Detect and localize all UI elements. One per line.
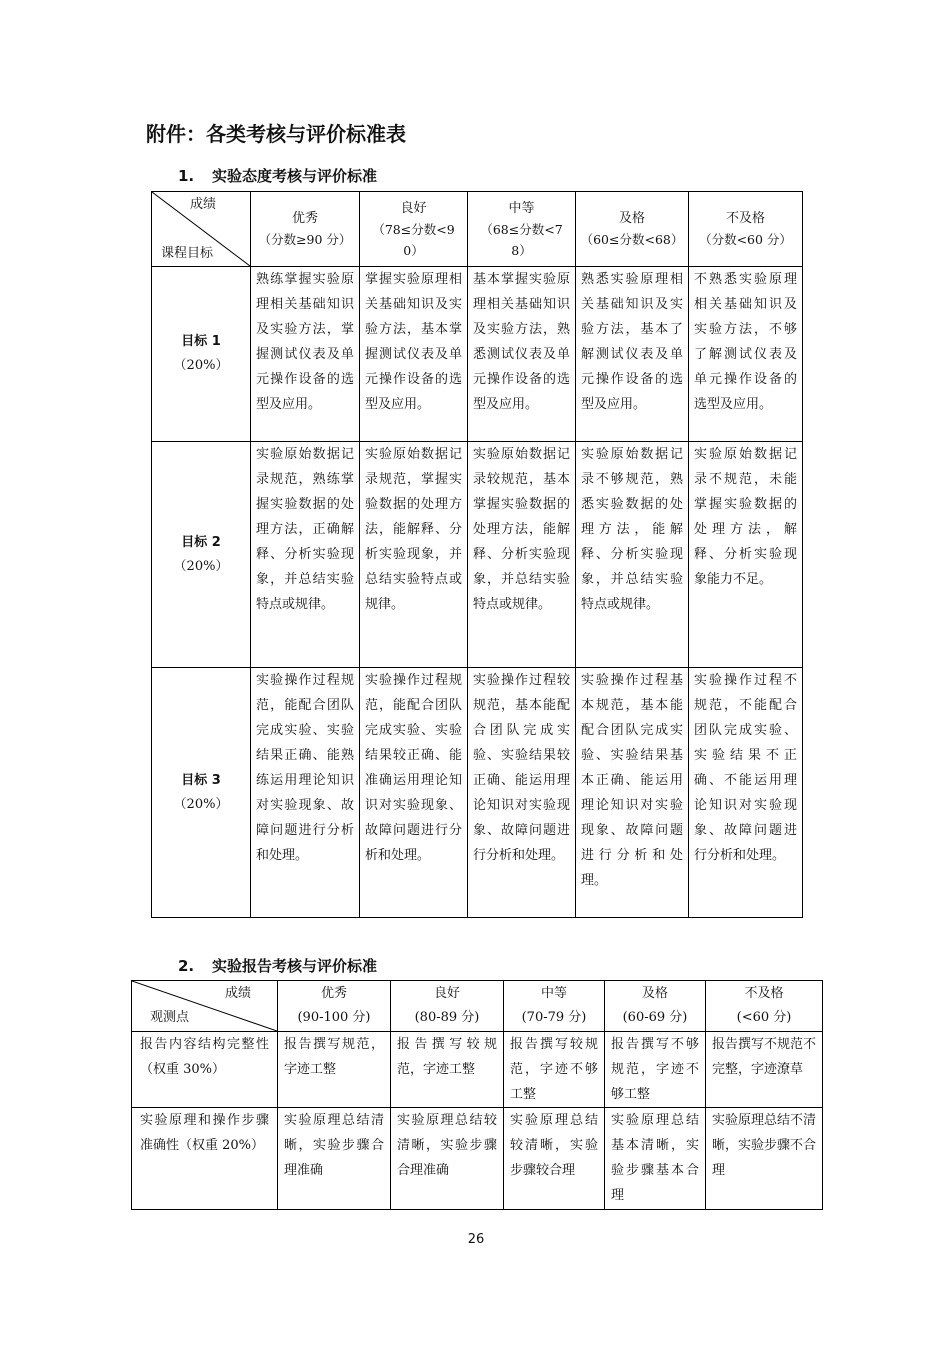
grade-range: （78≤分数<90）: [372, 221, 455, 258]
table1-row-goal2: [152, 442, 803, 668]
page-heading: 附件：各类考核与评价标准表: [146, 122, 406, 146]
table2-grade-header: [504, 981, 605, 1032]
goal-cell: [152, 442, 251, 668]
grade-name: 良好: [400, 200, 427, 216]
criteria-cell: 实验原理总结较清晰，实验步骤较合理: [504, 1108, 605, 1210]
grade-name: 中等: [540, 986, 567, 1001]
table1-corner-cell: [152, 192, 251, 267]
table2-grade-header: [605, 981, 706, 1032]
criteria-cell: 不熟悉实验原理相关基础知识及实验方法，不够了解测试仪表及单元操作设备的选型及应用。: [689, 267, 803, 442]
grade-range: （分数<60 分）: [699, 232, 792, 247]
grade-name: 优秀: [291, 211, 318, 226]
table2-grade-header: [278, 981, 391, 1032]
goal-cell: [152, 668, 251, 918]
criteria-cell: 报告撰写不够规范，字迹不够工整: [605, 1032, 706, 1108]
grade-range: (80-89 分): [414, 1010, 480, 1025]
goal-name: 目标 3: [181, 772, 221, 788]
criteria-cell: 掌握实验原理相关基础知识及实验方法，基本掌握测试仪表及单元操作设备的选型及应用。: [360, 267, 468, 442]
grade-name: 良好: [433, 986, 460, 1001]
criteria-cell: 熟练掌握实验原理相关基础知识及实验方法，掌握测试仪表及单元操作设备的选型及应用。: [251, 267, 360, 442]
table2-title: [178, 955, 377, 976]
grade-range: (<60 分): [736, 1010, 792, 1025]
criteria-cell: 实验原理总结较清晰，实验步骤合理准确: [391, 1108, 504, 1210]
table1-number: 1.: [178, 167, 195, 185]
table2-number: 2.: [178, 957, 195, 975]
criteria-cell: 熟悉实验原理相关基础知识及实验方法，基本了解测试仪表及单元操作设备的选型及应用。: [576, 267, 689, 442]
criteria-cell: 报告撰写较规范，字迹工整: [391, 1032, 504, 1108]
goal-name: 目标 2: [181, 534, 221, 550]
criteria-cell: 实验操作过程较规范，基本能配合团队完成实验、实验结果较正确、能运用理论知识对实验现象、故障问题进行分析和处理。: [468, 668, 576, 918]
table2-corner-cell: [132, 981, 278, 1032]
table1-corner-top: 成绩: [189, 197, 216, 212]
table1-corner-bottom: 课程目标: [161, 246, 214, 261]
criteria-cell: 实验操作过程规范，能配合团队完成实验、实验结果正确、能熟练运用理论知识对实验现象、故障问题进行分析和处理。: [251, 668, 360, 918]
table2-title-text: 实验报告考核与评价标准: [212, 957, 378, 975]
table2-corner-top: 成绩: [224, 986, 251, 1001]
grade-range: （68≤分数<78）: [480, 221, 563, 258]
criteria-cell: 实验操作过程规范，能配合团队完成实验、实验结果较正确、能准确运用理论知识对实验现象、故障问题进行分析和处理。: [360, 668, 468, 918]
criteria-cell: 实验原始数据记录不规范，未能掌握实验数据的处理方法，解释、分析实验现象能力不足。: [689, 442, 803, 668]
goal-weight: （20%）: [173, 796, 229, 812]
table1-grade-header: [251, 192, 360, 267]
grade-range: （60≤分数<68）: [580, 232, 684, 247]
page-number: 26: [467, 1232, 485, 1247]
criteria-cell: 实验原始数据记录不够规范，熟悉实验数据的处理方法，能解释、分析实验现象，并总结实验特点或规律。: [576, 442, 689, 668]
criteria-cell: 实验原理总结基本清晰，实验步骤基本合理: [605, 1108, 706, 1210]
attitude-assessment-table: [151, 191, 803, 918]
criteria-cell: 基本掌握实验原理相关基础知识及实验方法，熟悉测试仪表及单元操作设备的选型及应用。: [468, 267, 576, 442]
criteria-cell: 实验操作过程基本规范，基本能配合团队完成实验、实验结果基本正确、能运用理论知识对实验现象、故障问题进行分析和处理。: [576, 668, 689, 918]
criteria-cell: 实验原始数据记录较规范，基本掌握实验数据的处理方法，能解释、分析实验现象，并总结实验特点或规律。: [468, 442, 576, 668]
grade-range: (60-69 分): [622, 1010, 688, 1025]
table1-title: [178, 165, 377, 186]
table1-row-goal1: [152, 267, 803, 442]
report-assessment-table: [131, 980, 823, 1210]
goal-weight: （20%）: [173, 358, 229, 373]
table1-header-row: [152, 192, 803, 267]
grade-range: (90-100 分): [297, 1010, 371, 1025]
goal-weight: （20%）: [173, 558, 229, 574]
grade-name: 中等: [508, 200, 535, 216]
grade-range: （分数≥90 分）: [258, 232, 352, 247]
table1-title-text: 实验态度考核与评价标准: [212, 167, 378, 185]
grade-range: (70-79 分): [521, 1010, 587, 1025]
criteria-cell: 报告撰写规范，字迹工整: [278, 1032, 391, 1108]
criteria-cell: 实验原理总结不清晰，实验步骤不合理: [706, 1108, 823, 1210]
table2-row-principle: [132, 1108, 823, 1210]
table1-grade-header: [360, 192, 468, 267]
criteria-cell: 实验原始数据记录规范，掌握实验数据的处理方法，能解释、分析实验现象，并总结实验特点或规律。: [360, 442, 468, 668]
grade-name: 不及格: [744, 986, 784, 1001]
table1-grade-header: [468, 192, 576, 267]
grade-name: 及格: [618, 211, 645, 226]
table2-header-row: [132, 981, 823, 1032]
grade-name: 及格: [641, 986, 668, 1001]
criteria-cell: 实验原始数据记录规范，熟练掌握实验数据的处理方法，正确解释、分析实验现象，并总结实验特点或规律。: [251, 442, 360, 668]
criteria-cell: 实验操作过程不规范，不能配合团队完成实验、实验结果不正确、不能运用理论知识对实验现象、故障问题进行分析和处理。: [689, 668, 803, 918]
table1-row-goal3: [152, 668, 803, 918]
grade-name: 优秀: [320, 986, 347, 1001]
criteria-cell: 实验原理总结清晰，实验步骤合理准确: [278, 1108, 391, 1210]
grade-name: 不及格: [725, 211, 765, 226]
criteria-cell: 报告撰写不规范不完整，字迹潦草: [706, 1032, 823, 1108]
table1-grade-header: [576, 192, 689, 267]
criteria-cell: 报告撰写较规范，字迹不够工整: [504, 1032, 605, 1108]
observation-point: 报告内容结构完整性（权重 30%）: [132, 1032, 278, 1108]
table2-grade-header: [391, 981, 504, 1032]
table2-row-structure: [132, 1032, 823, 1108]
observation-point: 实验原理和操作步骤准确性（权重 20%）: [132, 1108, 278, 1210]
table2-grade-header: [706, 981, 823, 1032]
goal-name: 目标 1: [181, 334, 221, 349]
goal-cell: [152, 267, 251, 442]
table2-corner-bottom: 观测点: [150, 1010, 190, 1025]
table1-grade-header: [689, 192, 803, 267]
